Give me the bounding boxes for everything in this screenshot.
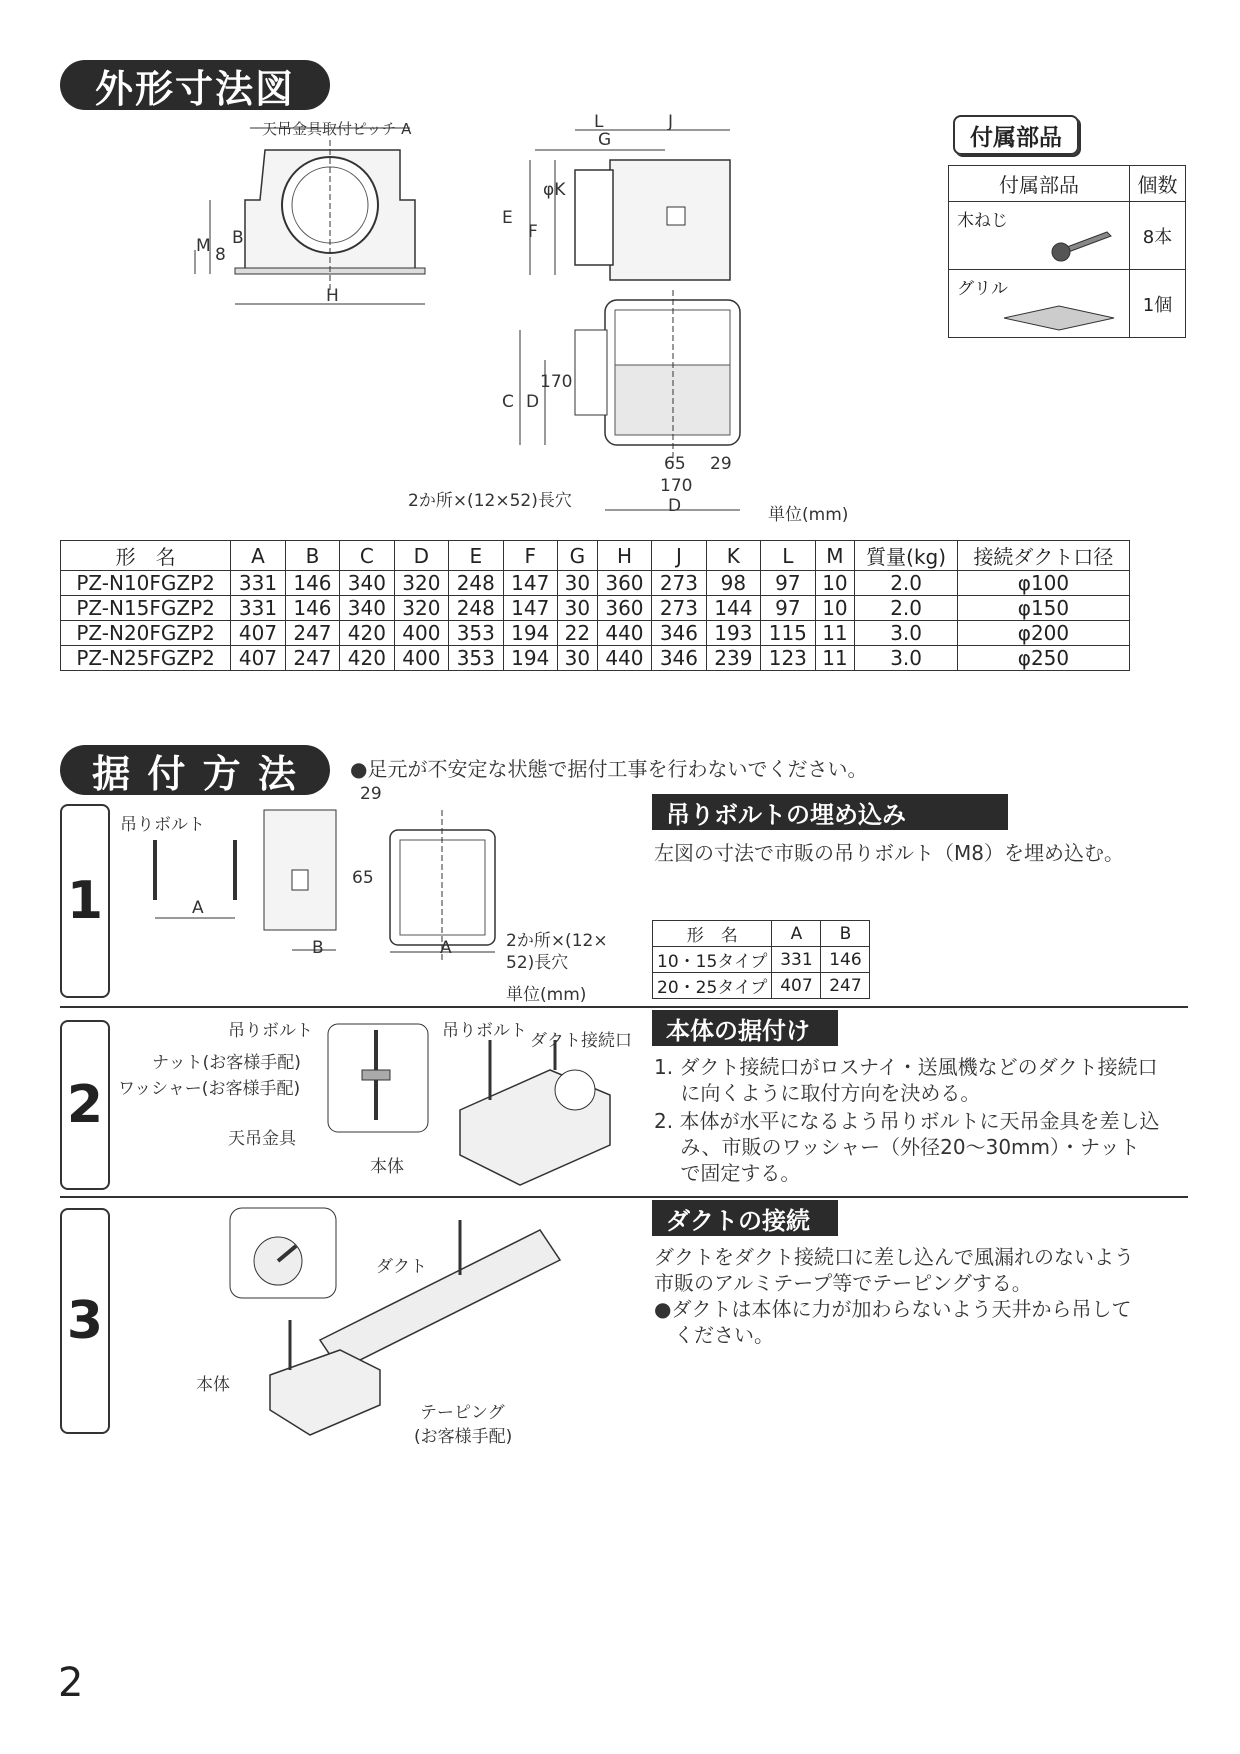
step2-label-duct-port: ダクト接続口 (530, 1031, 632, 1051)
step3-line-3: ●ダクトは本体に力が加わらないよう天井から吊して (654, 1297, 1132, 1321)
spec-cell: φ250 (957, 646, 1129, 671)
spec-cell: 353 (449, 646, 503, 671)
spec-cell: 320 (394, 596, 448, 621)
spec-header-cell: 形 名 (61, 541, 231, 571)
step3-line-4: ください。 (654, 1323, 774, 1347)
spec-cell: 353 (449, 621, 503, 646)
step3-label-taping: テーピング (420, 1403, 505, 1423)
spec-cell: 193 (706, 621, 760, 646)
spec-cell: 440 (597, 621, 651, 646)
label-b: B (232, 228, 244, 248)
spec-cell: 273 (652, 596, 706, 621)
spec-header-cell: G (557, 541, 597, 571)
step1-table-cell: 247 (821, 973, 870, 999)
spec-cell: 239 (706, 646, 760, 671)
spec-header-cell: M (815, 541, 855, 571)
acc-header-qty: 個数 (1130, 166, 1186, 202)
step1-table-cell: 331 (772, 947, 821, 973)
spec-row (61, 621, 1130, 646)
spec-header-cell: A (231, 541, 285, 571)
spec-header-cell: L (761, 541, 815, 571)
step2-label-bolt: 吊りボルト (228, 1021, 313, 1041)
spec-cell: 194 (503, 646, 557, 671)
spec-cell: PZ-N25FGZP2 (61, 646, 231, 671)
spec-cell: 331 (231, 571, 285, 596)
step1-heading: 吊りボルトの埋め込み (652, 794, 1008, 830)
spec-cell: 340 (340, 571, 394, 596)
step1-label-a: A (192, 898, 204, 918)
label-d: D (526, 392, 540, 412)
spec-header-cell: 接続ダクト口径 (957, 541, 1129, 571)
label-g: G (598, 130, 612, 150)
spec-cell: 420 (340, 646, 394, 671)
section-title-dimensions: 外形寸法図 (60, 60, 330, 110)
accessories-table (948, 165, 1186, 338)
step1-table (652, 920, 870, 999)
label-phik: φK (543, 180, 566, 200)
spec-row (61, 646, 1130, 671)
step3-heading: ダクトの接続 (652, 1200, 838, 1236)
step1-table-cell: 10・15タイプ (653, 947, 772, 973)
front-view-drawing (190, 120, 440, 320)
step-3-number: 3 (60, 1208, 110, 1434)
spec-cell: 30 (557, 596, 597, 621)
spec-cell: 147 (503, 571, 557, 596)
spec-cell: φ150 (957, 596, 1129, 621)
spec-cell: 10 (815, 596, 855, 621)
step2-item-2b: み、市販のワッシャー（外径20～30mm）・ナット (654, 1135, 1140, 1159)
step-2-number: 2 (60, 1020, 110, 1190)
spec-cell: 2.0 (855, 596, 958, 621)
step2-item-1b: に向くように取付方向を決める。 (654, 1081, 981, 1105)
step1-label-bolt: 吊りボルト (120, 815, 205, 835)
spec-cell: 146 (285, 571, 339, 596)
spec-cell: 340 (340, 596, 394, 621)
grill-icon (999, 298, 1119, 334)
spec-cell: 146 (285, 596, 339, 621)
step2-item-1a: 1. ダクト接続口がロスナイ・送風機などのダクト接続口 (654, 1055, 1158, 1079)
spec-header-row (61, 541, 1130, 571)
step1-table-cell: 20・25タイプ (653, 973, 772, 999)
spec-cell: 247 (285, 646, 339, 671)
spec-header-cell: H (597, 541, 651, 571)
step1-side-drawing (262, 800, 342, 960)
step2-label-bolt2: 吊りボルト (442, 1021, 527, 1041)
spec-cell: 3.0 (855, 646, 958, 671)
step3-line-1: ダクトをダクト接続口に差し込んで風漏れのないよう (654, 1245, 1134, 1269)
step1-label-a2: A (440, 938, 452, 958)
step-1-number: 1 (60, 804, 110, 998)
divider-step2-step3 (60, 1196, 1188, 1198)
label-pitch-a: 天吊金具取付ピッチ A (262, 120, 412, 138)
acc-qty-screw: 8本 (1130, 202, 1186, 270)
screw-icon (1049, 222, 1119, 262)
label-8: 8 (215, 245, 226, 265)
divider-step1-step2 (60, 1006, 1188, 1008)
spec-cell: 360 (597, 571, 651, 596)
label-j: J (668, 112, 674, 132)
spec-cell: 346 (652, 621, 706, 646)
acc-item-grill-name: グリル (957, 279, 1008, 299)
spec-cell: 320 (394, 571, 448, 596)
spec-cell: 10 (815, 571, 855, 596)
step3-label-customer: (お客様手配) (414, 1427, 513, 1447)
step1-table-cell: 146 (821, 947, 870, 973)
step2-body-drawing (440, 1040, 630, 1190)
label-65: 65 (664, 454, 686, 474)
spec-header-cell: J (652, 541, 706, 571)
spec-cell: 407 (231, 646, 285, 671)
spec-cell: 360 (597, 596, 651, 621)
spec-cell: 11 (815, 646, 855, 671)
accessories-title: 付属部品 (953, 115, 1079, 155)
step2-detail-drawing (326, 1020, 436, 1140)
spec-cell: 123 (761, 646, 815, 671)
spec-cell: 400 (394, 621, 448, 646)
step1-label-holes-1: 2か所×(12× (506, 931, 608, 951)
spec-cell: 30 (557, 646, 597, 671)
installation-warning: ●足元が不安定な状態で据付工事を行わないでください。 (350, 757, 868, 781)
side-view-drawing (515, 115, 755, 295)
step2-label-nut: ナット(お客様手配) (152, 1053, 301, 1073)
spec-cell: 194 (503, 621, 557, 646)
spec-header-cell: B (285, 541, 339, 571)
spec-cell: PZ-N10FGZP2 (61, 571, 231, 596)
step1-top-drawing (360, 800, 510, 970)
spec-header-cell: 質量(kg) (855, 541, 958, 571)
spec-cell: 346 (652, 646, 706, 671)
spec-cell: 30 (557, 571, 597, 596)
label-l: L (594, 112, 604, 132)
spec-row (61, 596, 1130, 621)
spec-cell: 2.0 (855, 571, 958, 596)
spec-cell: 97 (761, 596, 815, 621)
label-e: E (502, 208, 513, 228)
step3-label-body: 本体 (196, 1375, 230, 1395)
spec-cell: 247 (285, 621, 339, 646)
step3-label-duct: ダクト (376, 1257, 427, 1277)
spec-cell: 97 (761, 571, 815, 596)
label-170a: 170 (540, 372, 573, 392)
step1-label-65: 65 (352, 868, 374, 888)
step2-label-bracket: 天吊金具 (228, 1129, 296, 1149)
step3-line-2: 市販のアルミテープ等でテーピングする。 (654, 1271, 1032, 1295)
step1-label-29: 29 (360, 784, 382, 804)
acc-item-screw-name: 木ねじ (957, 211, 1008, 231)
spec-table (60, 540, 1130, 671)
label-c: C (502, 392, 514, 412)
label-29: 29 (710, 454, 732, 474)
step2-item-2a: 2. 本体が水平になるよう吊りボルトに天吊金具を差し込 (654, 1109, 1160, 1133)
page-number: 2 (58, 1660, 84, 1706)
acc-header-part: 付属部品 (949, 166, 1130, 202)
step1-table-h2: B (821, 921, 870, 947)
spec-cell: 11 (815, 621, 855, 646)
spec-cell: 98 (706, 571, 760, 596)
spec-cell: PZ-N20FGZP2 (61, 621, 231, 646)
spec-cell: 420 (340, 621, 394, 646)
step2-item-2c: で固定する。 (654, 1161, 801, 1185)
spec-cell: 144 (706, 596, 760, 621)
spec-cell: 248 (449, 596, 503, 621)
step1-text: 左図の寸法で市販の吊りボルト（M8）を埋め込む。 (654, 841, 1124, 865)
step1-table-h1: A (772, 921, 821, 947)
step2-label-washer: ワッシャー(お客様手配) (118, 1079, 301, 1099)
spec-cell: 440 (597, 646, 651, 671)
label-f: F (528, 222, 538, 242)
spec-cell: 331 (231, 596, 285, 621)
spec-cell: 115 (761, 621, 815, 646)
spec-cell: 147 (503, 596, 557, 621)
spec-cell: φ200 (957, 621, 1129, 646)
step1-table-h0: 形 名 (653, 921, 772, 947)
spec-header-cell: C (340, 541, 394, 571)
section-title-installation: 据 付 方 法 (60, 745, 330, 795)
label-h: H (326, 286, 339, 306)
acc-qty-grill: 1個 (1130, 270, 1186, 338)
label-unit: 単位(mm) (768, 505, 849, 525)
acc-item-grill (949, 270, 1130, 338)
spec-header-cell: K (706, 541, 760, 571)
step1-label-b: B (312, 938, 324, 958)
label-d2: D (668, 496, 682, 516)
step1-label-unit: 単位(mm) (506, 985, 587, 1005)
spec-cell: φ100 (957, 571, 1129, 596)
acc-item-screw (949, 202, 1130, 270)
spec-header-cell: D (394, 541, 448, 571)
label-holes: 2か所×(12×52)長穴 (408, 491, 572, 511)
spec-header-cell: F (503, 541, 557, 571)
spec-row (61, 571, 1130, 596)
spec-cell: 22 (557, 621, 597, 646)
spec-cell: 407 (231, 621, 285, 646)
step1-label-holes-2: 52)長穴 (506, 953, 569, 973)
step1-table-cell: 407 (772, 973, 821, 999)
spec-cell: 3.0 (855, 621, 958, 646)
label-170b: 170 (660, 476, 693, 496)
spec-header-cell: E (449, 541, 503, 571)
spec-cell: PZ-N15FGZP2 (61, 596, 231, 621)
step2-heading: 本体の据付け (652, 1010, 838, 1046)
spec-cell: 400 (394, 646, 448, 671)
spec-cell: 273 (652, 571, 706, 596)
label-m: M (196, 236, 211, 256)
spec-cell: 248 (449, 571, 503, 596)
step2-label-body: 本体 (370, 1157, 404, 1177)
